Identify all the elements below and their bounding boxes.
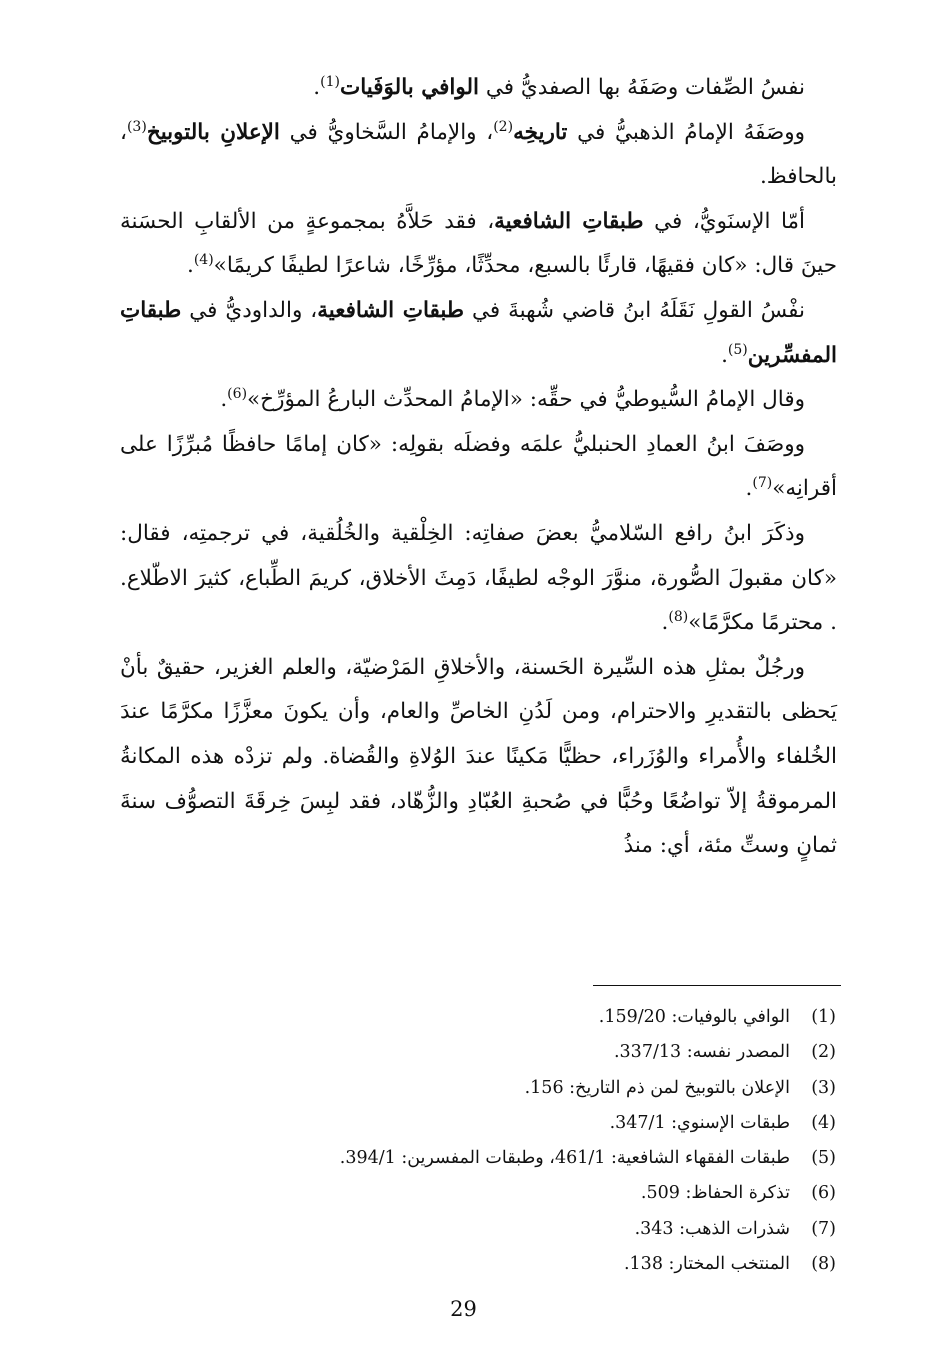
footnote-number: (1) [811, 1007, 836, 1027]
text-run: ووصَفَ ابنُ العمادِ الحنبليُّ علمَه وفضلَه بقولِه: «كان إمامًا حافظًا مُبرِّزًا على أقرانِه» [120, 431, 837, 502]
paragraph-6 [120, 423, 837, 512]
footnote-text: المصدر نفسه: 337/13. [613, 1042, 790, 1063]
footnote-ref-2[interactable]: (2) [493, 118, 514, 135]
footnote-number: (7) [811, 1218, 836, 1239]
book-title: الوافي بالوَفَيات [339, 75, 480, 100]
footnote-number: (8) [811, 1254, 836, 1275]
footnote-ref-4[interactable]: (4) [193, 252, 214, 269]
footnote-item [150, 1247, 836, 1282]
footnote-ref-8[interactable]: (8) [668, 608, 689, 625]
paragraph-5 [120, 378, 837, 423]
book-title: تاريخِه [513, 119, 568, 145]
paragraph-2 [120, 111, 837, 200]
footnote-ref-6[interactable]: (6) [227, 386, 248, 402]
footnote-divider [593, 985, 841, 986]
paragraph-7 [120, 512, 837, 646]
footnote-item [150, 1176, 836, 1211]
footnote-ref-5[interactable]: (5) [727, 341, 748, 358]
footnote-ref-1[interactable]: (1) [320, 73, 340, 90]
footnote-number: (4) [811, 1112, 836, 1133]
footnote-number: (2) [811, 1042, 836, 1063]
footnotes [150, 1000, 836, 1282]
text-run: . [313, 75, 321, 100]
footnote-item [150, 1141, 836, 1176]
paragraph-8 [120, 646, 837, 869]
footnote-text: طبقات الفقهاء الشافعية: 461/1، وطبقات المفسرين: 394/1. [339, 1148, 790, 1169]
text-run: . [721, 342, 728, 368]
book-title: الإعلانِ بالتوبيخ [146, 119, 280, 145]
footnote-ref-7[interactable]: (7) [752, 475, 773, 492]
text-run: ، فقد حَلاَّهُ بمجموعةٍ من الألقابِ الحسَنة حينَ قال: «كان فقيهًا، قارئًا بالسبع، محدِّثًا، مؤرِّخًا، شاعرًا لطيفًا كريمًا» [120, 208, 837, 279]
body-text [120, 66, 837, 869]
text-run: . [220, 387, 228, 413]
footnote-number: (5) [811, 1148, 836, 1169]
footnote-text: المنتخب المختار: 138. [623, 1254, 790, 1275]
book-title: طبقاتِ المفسِّرين [120, 297, 837, 368]
text-run: ، والداوديُّ في [181, 297, 318, 323]
footnote-item [150, 1000, 836, 1035]
text-run: ورجُلٌ بمثلِ هذه السِّيرة الحَسنة، والأخلاقِ المَرْضيّة، والعلم الغزير، حقيقٌ بأنْ يَحظى بالتقديرِ والاحترام، ومن لَدُنِ الخاصِّ والعام، وأن يكونَ معزَّزًا مكرَّمًا عندَ الخُلفاء والأُمراء والوُزَراء، حظيًّا مَكينًا عندَ الوُلاةِ والقُضاة. ولم تزدْه هذه المكانةُ المرموقةُ إلاّ تواضُعًا وحُبًّا في صُحبةِ العُبّادِ والزُّهّاد، فقد لبِسَ خِرقَةَ التصوُّف سنةَ ثمانٍ وستِّ مئة، أي: منذُ [120, 654, 837, 859]
text-run: . [186, 253, 194, 279]
text-run: ، والإمامُ السَّخاويُّ في [279, 119, 494, 145]
text-run: نفسُ الصِّفات وصَفَهُ بها الصفديُّ في [479, 75, 805, 100]
footnote-item [150, 1071, 836, 1106]
footnote-text: طبقات الإسنوي: 347/1. [609, 1112, 790, 1133]
footnote-number: (3) [811, 1077, 836, 1098]
paragraph-4 [120, 289, 837, 378]
footnote-ref-3[interactable]: (3) [126, 118, 147, 135]
text-run: ووصَفَهُ الإمامُ الذهبيُّ في [567, 119, 805, 145]
footnote-item [150, 1035, 836, 1070]
footnote-item [150, 1212, 836, 1247]
text-run: . [745, 476, 753, 502]
footnote-text: الإعلان بالتوبيخ لمن ذم التاريخ: 156. [524, 1077, 790, 1098]
text-run: وذكَرَ ابنُ رافع السّلاميُّ بعضَ صفاتِه: الخِلْقية والخُلُقية، في ترجمتِه، فقال: «كان مقبولَ الصُّورة، منوَّرَ الوجْه لطيفًا، دَمِثَ الأخلاق، كريمَ الطِّباع، كثيرَ الاطّلاع. . محترمًا مكرَّمًا» [120, 520, 837, 636]
footnote-number: (6) [811, 1183, 836, 1204]
text-run: ، بالحافظ. [120, 119, 837, 190]
footnote-text: شذرات الذهب: 343. [634, 1218, 790, 1239]
text-run: . [661, 610, 669, 636]
paragraph-1 [120, 66, 837, 111]
paragraph-3 [120, 200, 837, 289]
book-title: طبقاتِ الشافعية [494, 208, 644, 234]
text-run: أمّا الإسنَويُّ، في [643, 208, 806, 234]
book-title: طبقاتِ الشافعية [317, 297, 465, 323]
text-run: نفْسُ القولِ نَقَلَهُ ابنُ قاضي شُهبةَ في [464, 297, 806, 323]
footnote-text: تذكرة الحفاظ: 509. [640, 1183, 790, 1204]
footnote-text: الوافي بالوفيات: 159/20. [598, 1007, 790, 1027]
page-number: 29 [450, 1297, 477, 1321]
text-run: وقال الإمامُ السُّيوطيُّ في حقِّه: «الإمامُ المحدِّث البارعُ المؤرِّخ» [247, 387, 805, 413]
footnote-item [150, 1106, 836, 1141]
